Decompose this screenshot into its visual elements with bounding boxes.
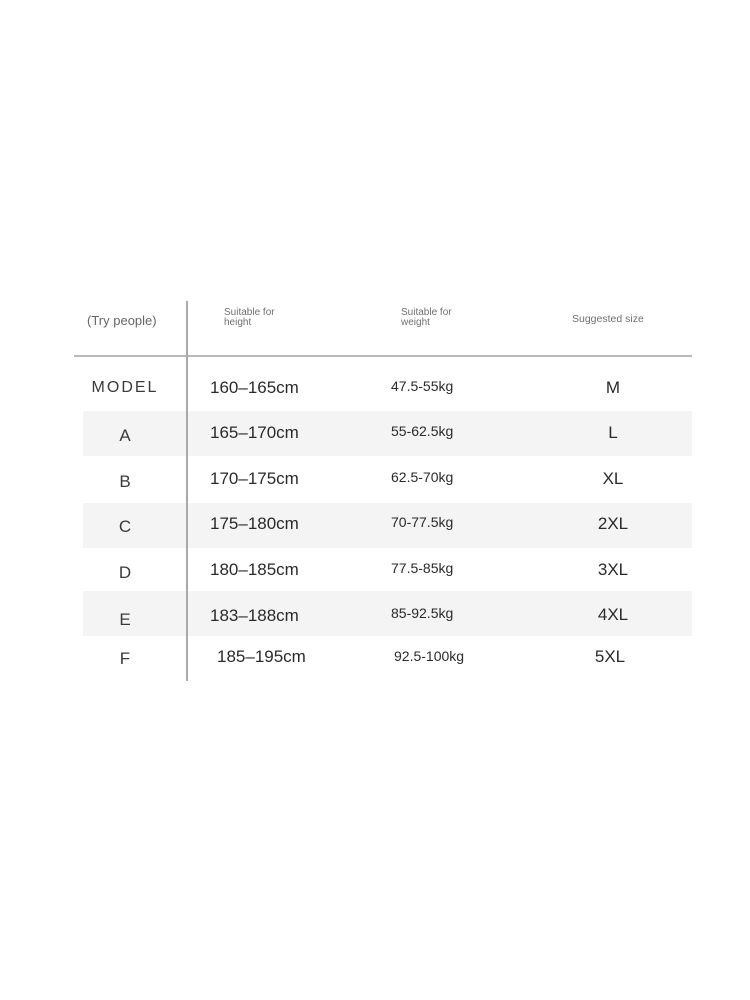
table-row: [83, 591, 692, 636]
size-cell: 5XL: [594, 647, 626, 666]
height-cell: 185–195cm: [217, 647, 306, 666]
size-cell: L: [608, 423, 618, 442]
header-try-people: (Try people): [87, 313, 157, 328]
header-suitable-height: Suitable for height: [224, 307, 275, 328]
table-row: [83, 503, 692, 548]
weight-cell: 85-92.5kg: [391, 605, 454, 621]
column-divider: [186, 301, 188, 681]
size-cell: M: [605, 378, 621, 397]
model-cell: C: [118, 517, 132, 536]
height-cell: 175–180cm: [210, 514, 299, 533]
model-cell: D: [118, 563, 132, 582]
height-cell: 160–165cm: [210, 378, 299, 397]
header-suggested-size: Suggested size: [572, 313, 644, 325]
table-row: [83, 456, 692, 501]
height-cell: 183–188cm: [210, 606, 299, 625]
size-cell: 3XL: [597, 560, 629, 579]
weight-cell: 62.5-70kg: [391, 469, 454, 485]
table-row: [83, 411, 692, 456]
weight-cell: 47.5-55kg: [391, 378, 454, 394]
table-row: [83, 366, 692, 411]
table-row: [83, 548, 692, 593]
height-cell: 165–170cm: [210, 423, 299, 442]
model-cell: F: [119, 649, 131, 668]
height-cell: 170–175cm: [210, 469, 299, 488]
table-row: [83, 636, 692, 681]
header-suitable-weight: Suitable for weight: [401, 307, 452, 328]
model-cell: A: [119, 426, 131, 445]
weight-cell: 70-77.5kg: [391, 514, 454, 530]
size-cell: 4XL: [597, 605, 629, 624]
model-cell: MODEL: [91, 379, 159, 396]
model-cell: B: [119, 472, 131, 491]
size-cell: XL: [602, 469, 624, 488]
weight-cell: 77.5-85kg: [391, 560, 454, 576]
header-divider: [74, 355, 692, 357]
height-cell: 180–185cm: [210, 560, 299, 579]
size-cell: 2XL: [597, 514, 629, 533]
model-cell: E: [119, 610, 131, 629]
weight-cell: 55-62.5kg: [391, 423, 454, 439]
weight-cell: 92.5-100kg: [394, 648, 465, 664]
